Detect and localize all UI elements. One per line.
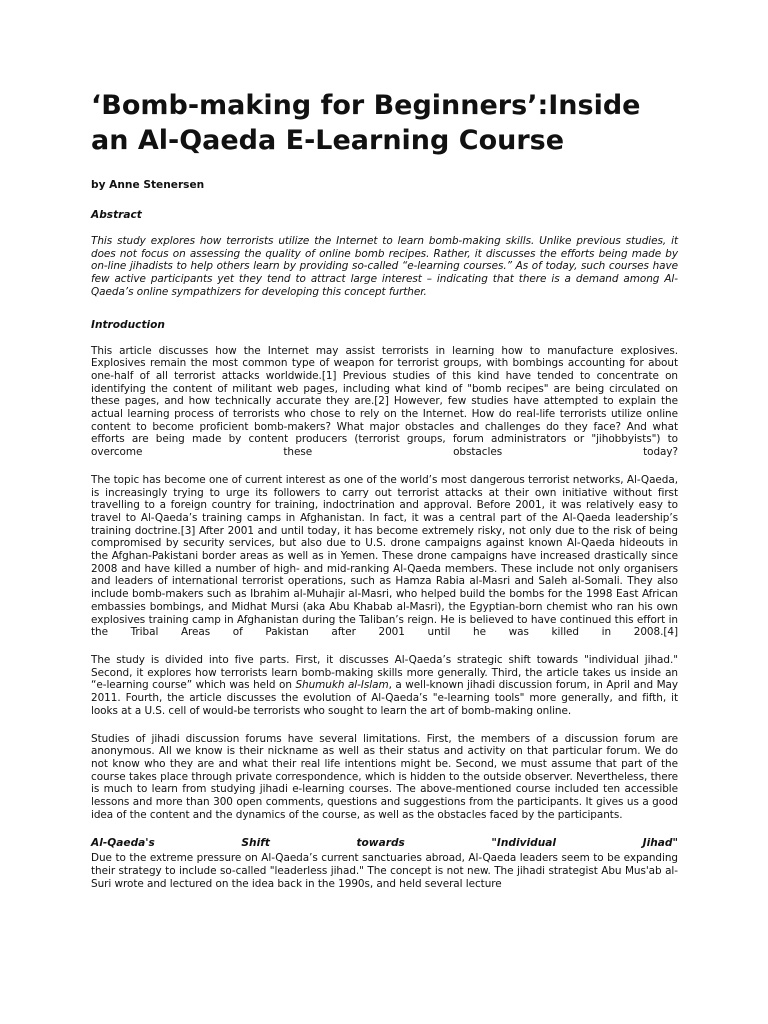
intro-paragraph-4: Studies of jihadi discussion forums have several limitations. First, the members of a discussion forum are anonymous. All we know is their nickname as well as their status and activity on that particular forum. We do not know who they are and what their real life intentions might be. Second, we must assume that part of the course takes place through private correspondence, which is hidden to the outside observer. Nevertheless, there is much to learn from studying jihadi e-learning courses. The above-mentioned course included ten accessible lessons and more than 300 open comments, questions and suggestions from the participants. It gives us a good idea of the content and the dynamics of the course, as well as the obstacles faced by the participants. bbox=[91, 732, 678, 821]
abstract-text: This study explores how terrorists utilize the Internet to learn bomb-making skills. Unlike previous studies, it does not focus on assessing the quality of online bomb recipes. Rather, it discusses the efforts being made by on-line jihadists to help others learn by providing so-called “e-learning courses.” As of today, such courses have few active participants yet they tend to attract large interest – indicating that there is a demand among Al-Qaeda’s online sympathizers for developing this concept further. bbox=[91, 235, 678, 298]
intro-paragraph-3-part-b: , a well-known jihadi discussion forum, in April and May 2011. Fourth, the article discusses the evolution of Al-Qaeda’s "e-learning tools" more generally, and fifth, it looks at a U.S. cell of would-be terrorists who sought to learn the art of bomb-making online. bbox=[91, 679, 679, 717]
introduction-heading: Introduction bbox=[91, 318, 165, 331]
shift-heading: Al-Qaeda's Shift towards "Individual Jihad" bbox=[91, 837, 678, 850]
intro-paragraph-1: This article discusses how the Internet may assist terrorists in learning how to manufacture explosives. Explosives remain the most common type of weapon for terrorist groups, with bombings accounting for about one-half of all terrorist attacks worldwide.[1] Previous studies of this kind have tended to concentrate on identifying the content of militant web pages, including what kind of "bomb recipes" are being circulated on these pages, and how technically accurate they are.[2] However, few studies have attempted to explain the actual learning process of terrorists who chose to rely on the Internet. How do real-life terrorists utilize online content to become proficient bomb-makers? What major obstacles and challenges do they face? And what efforts are being made by content producers (terrorist groups, forum administrators or "jihobbyists") to overcome these obstacles today? bbox=[91, 344, 678, 459]
forum-name: Shumukh al-Islam bbox=[295, 679, 389, 692]
article-title: ‘Bomb-making for Beginners’:Inside an Al-Qaeda E-Learning Course bbox=[91, 90, 641, 156]
intro-paragraph-2: The topic has become one of current interest as one of the world’s most dangerous terrorist networks, Al-Qaeda, is increasingly trying to urge its followers to carry out terrorist attacks at their own initiative without first travelling to a foreign country for training, indoctrination and approval. Before 2001, it was relatively easy to travel to Al-Qaeda’s training camps in Afghanistan. In fact, it was a central part of the Al-Qaeda leadership’s training doctrine.[3] After 2001 and until today, it has become extremely risky, not only due to the risk of being compromised by security services, but also due to U.S. drone campaigns against known Al-Qaeda hideouts in the Afghan-Pakistani border areas as well as in Yemen. These drone campaigns have increased drastically since 2008 and have killed a number of high- and mid-ranking Al-Qaeda members. These include not only organisers and leaders of international terrorist operations, such as Hamza Rabia al-Masri and Saleh al-Somali. They also include bomb-makers such as Ibrahim al-Muhajir al-Masri, who helped build the bombs for the 1998 East African embassies bombings, and Midhat Mursi (aka Abu Khabab al-Masri), the Egyptian-born chemist who ran his own explosives training camp in Afghanistan during the Taliban’s reign. He is believed to have continued this effort in the Tribal Areas of Pakistan after 2001 until he was killed in 2008.[4] bbox=[91, 473, 678, 639]
shift-paragraph-1: Due to the extreme pressure on Al-Qaeda’s current sanctuaries abroad, Al-Qaeda leaders seem to be expanding their strategy to include so-called "leaderless jihad." The concept is not new. The jihadi strategist Abu Mus'ab al-Suri wrote and lectured on the idea back in the 1990s, and held several lecture bbox=[91, 852, 678, 890]
intro-paragraph-3-part-a: The study is divided into five parts. First, it discusses Al-Qaeda’s strategic shift towards "individual jihad." Second, it explores how terrorists learn bomb-making skills more generally. Third, the article takes us inside an “e-learning course” which was held on bbox=[91, 653, 678, 692]
abstract-heading: Abstract bbox=[91, 209, 142, 221]
intro-paragraph-3 bbox=[91, 654, 678, 718]
author-byline: by Anne Stenersen bbox=[91, 179, 205, 191]
